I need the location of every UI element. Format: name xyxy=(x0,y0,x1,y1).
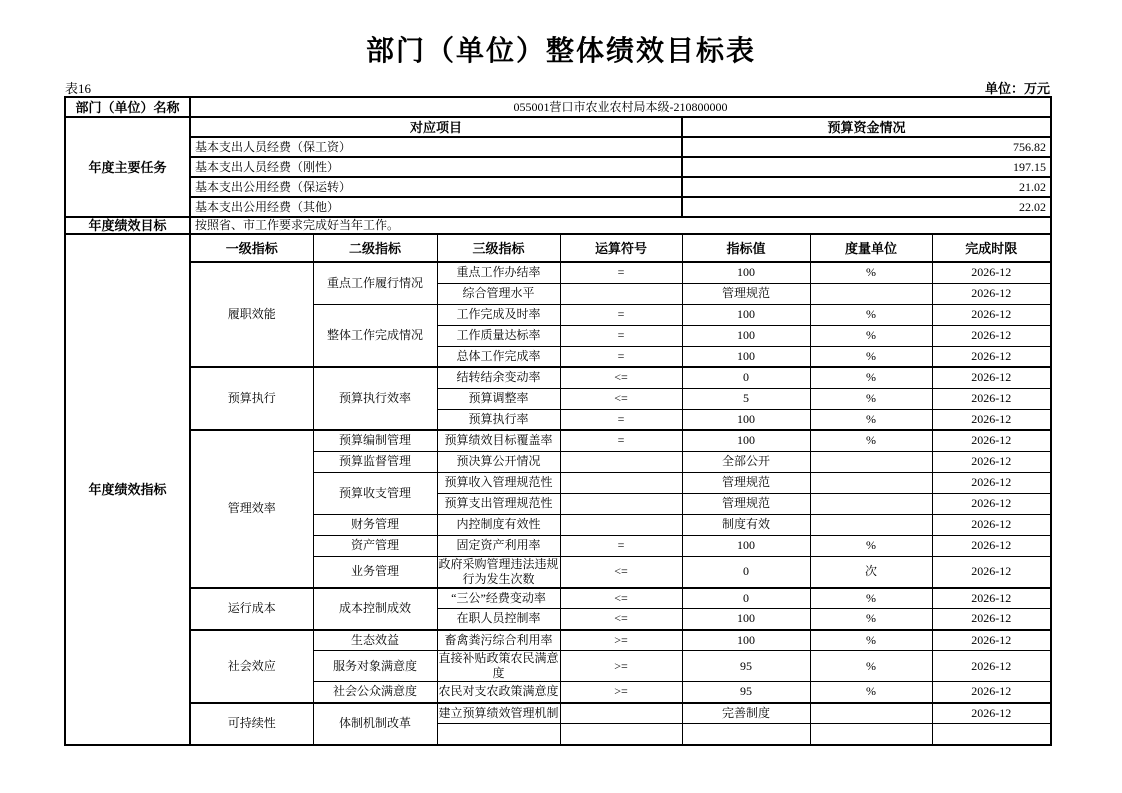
indicator-cell: 100 xyxy=(682,346,810,367)
indicator-cell: = xyxy=(560,346,682,367)
indicator-cell: % xyxy=(810,325,932,346)
annual-indicators-label: 年度绩效指标 xyxy=(65,234,190,745)
project-column-header: 对应项目 xyxy=(190,117,682,137)
task-row xyxy=(65,197,1051,217)
indicator-cell: 2026-12 xyxy=(932,325,1051,346)
column-header: 三级指标 xyxy=(437,234,560,262)
column-header: 度量单位 xyxy=(810,234,932,262)
indicator-cell: 2026-12 xyxy=(932,388,1051,409)
task-row xyxy=(65,137,1051,157)
indicator-cell: 结转结余变动率 xyxy=(437,367,560,388)
indicator-cell xyxy=(810,724,932,745)
indicator-cell: 预算支出管理规范性 xyxy=(437,493,560,514)
level2-indicator-cell: 体制机制改革 xyxy=(313,703,437,745)
level2-indicator-cell: 资产管理 xyxy=(313,535,437,556)
level2-indicator-cell: 服务对象满意度 xyxy=(313,651,437,682)
indicator-cell xyxy=(932,724,1051,745)
indicator-cell xyxy=(810,703,932,724)
indicator-cell xyxy=(560,703,682,724)
level2-indicator-cell: 财务管理 xyxy=(313,514,437,535)
task-row xyxy=(65,177,1051,197)
meta-row xyxy=(65,78,1050,97)
indicator-table-body xyxy=(65,234,1051,745)
indicator-cell: 0 xyxy=(682,367,810,388)
level2-indicator-cell: 预算执行效率 xyxy=(313,367,437,430)
indicator-cell xyxy=(810,514,932,535)
indicator-cell: 在职人员控制率 xyxy=(437,609,560,630)
indicator-cell: 2026-12 xyxy=(932,409,1051,430)
indicator-row xyxy=(65,367,1051,388)
indicator-cell: = xyxy=(560,325,682,346)
indicator-cell: <= xyxy=(560,556,682,588)
unit-note: 单位：万元 xyxy=(984,81,1050,96)
indicator-row xyxy=(65,430,1051,451)
task-row xyxy=(65,157,1051,177)
indicator-cell: 综合管理水平 xyxy=(437,283,560,304)
indicator-row xyxy=(65,630,1051,651)
dept-name-row xyxy=(65,97,1051,117)
indicator-cell: >= xyxy=(560,682,682,703)
indicator-cell: 5 xyxy=(682,388,810,409)
indicator-cell: 2026-12 xyxy=(932,430,1051,451)
level2-indicator-cell: 重点工作履行情况 xyxy=(313,262,437,304)
indicator-cell: 预决算公开情况 xyxy=(437,451,560,472)
indicator-cell: <= xyxy=(560,609,682,630)
indicator-cell: 畜禽粪污综合利用率 xyxy=(437,630,560,651)
indicator-cell xyxy=(682,724,810,745)
indicator-cell: 100 xyxy=(682,630,810,651)
indicator-cell: 2026-12 xyxy=(932,588,1051,609)
task-budget-cell: 756.82 xyxy=(682,137,1051,157)
indicator-cell: 全部公开 xyxy=(682,451,810,472)
indicator-cell: 政府采购管理违法违规行为发生次数 xyxy=(438,556,559,586)
page-title: 部门（单位）整体绩效目标表 xyxy=(365,35,756,66)
column-header: 运算符号 xyxy=(560,234,682,262)
indicator-cell: 95 xyxy=(682,651,810,682)
level1-indicator-cell: 可持续性 xyxy=(190,703,313,745)
indicator-row xyxy=(65,703,1051,724)
indicator-cell: 100 xyxy=(682,262,810,283)
column-header: 二级指标 xyxy=(313,234,437,262)
indicator-cell: 2026-12 xyxy=(932,304,1051,325)
indicator-cell: 100 xyxy=(682,325,810,346)
budget-column-header: 预算资金情况 xyxy=(682,117,1051,137)
indicator-cell: 管理规范 xyxy=(682,493,810,514)
indicator-cell: 次 xyxy=(810,556,932,588)
indicator-cell: 100 xyxy=(682,304,810,325)
indicator-cell: % xyxy=(810,388,932,409)
indicator-cell: 工作质量达标率 xyxy=(437,325,560,346)
indicator-cell: = xyxy=(560,304,682,325)
indicator-cell xyxy=(810,283,932,304)
level2-indicator-cell: 整体工作完成情况 xyxy=(313,304,437,367)
indicator-cell: >= xyxy=(560,651,682,682)
indicator-cell: 管理规范 xyxy=(682,472,810,493)
indicator-cell: 预算执行率 xyxy=(437,409,560,430)
column-header: 一级指标 xyxy=(190,234,313,262)
task-budget-cell: 197.15 xyxy=(682,157,1051,177)
indicator-cell: 2026-12 xyxy=(932,367,1051,388)
annual-goal-row xyxy=(65,217,1051,234)
indicator-cell: “三公”经费变动率 xyxy=(437,588,560,609)
indicator-cell: 2026-12 xyxy=(932,451,1051,472)
level1-indicator-cell: 运行成本 xyxy=(190,588,313,630)
level2-indicator-cell: 生态效益 xyxy=(313,630,437,651)
indicator-cell: 2026-12 xyxy=(932,556,1051,588)
indicator-cell: <= xyxy=(560,588,682,609)
indicator-cell: 预算绩效目标覆盖率 xyxy=(437,430,560,451)
indicator-cell: 2026-12 xyxy=(932,283,1051,304)
annual-goal-value: 按照省、市工作要求完成好当年工作。 xyxy=(190,217,1051,234)
annual-tasks-label: 年度主要任务 xyxy=(65,117,190,217)
indicator-cell: % xyxy=(810,409,932,430)
indicator-cell: 2026-12 xyxy=(932,493,1051,514)
indicator-cell: % xyxy=(810,535,932,556)
indicator-cell: % xyxy=(810,609,932,630)
level1-indicator-cell: 管理效率 xyxy=(190,430,313,588)
indicator-cell: <= xyxy=(560,367,682,388)
task-budget-cell: 22.02 xyxy=(682,197,1051,217)
indicator-cell: 重点工作办结率 xyxy=(437,262,560,283)
task-project-cell: 基本支出人员经费（刚性） xyxy=(190,157,682,177)
level2-indicator-cell: 社会公众满意度 xyxy=(313,682,437,703)
indicator-cell xyxy=(560,724,682,745)
top-section xyxy=(65,97,1051,234)
indicator-cell: 总体工作完成率 xyxy=(437,346,560,367)
indicator-cell: % xyxy=(810,651,932,682)
indicator-cell: 2026-12 xyxy=(932,346,1051,367)
indicator-cell: >= xyxy=(560,630,682,651)
level2-indicator-cell: 业务管理 xyxy=(313,556,437,588)
indicator-cell: % xyxy=(810,367,932,388)
indicator-cell: 农民对支农政策满意度 xyxy=(437,682,560,703)
column-header: 指标值 xyxy=(682,234,810,262)
indicator-cell: % xyxy=(810,588,932,609)
indicator-cell xyxy=(560,451,682,472)
indicator-cell: = xyxy=(560,409,682,430)
indicator-cell: 直接补贴政策农民满意度 xyxy=(438,651,559,680)
indicator-cell: = xyxy=(560,430,682,451)
task-budget-cell: 21.02 xyxy=(682,177,1051,197)
indicator-row xyxy=(65,588,1051,609)
indicator-cell: 2026-12 xyxy=(932,682,1051,703)
indicator-cell: 管理规范 xyxy=(682,283,810,304)
indicator-cell: % xyxy=(810,430,932,451)
dept-name-label: 部门（单位）名称 xyxy=(65,97,190,117)
indicator-cell: 2026-12 xyxy=(932,630,1051,651)
indicator-cell: 预算收入管理规范性 xyxy=(437,472,560,493)
indicator-cell: 制度有效 xyxy=(682,514,810,535)
indicator-cell: 0 xyxy=(682,556,810,588)
indicator-cell xyxy=(560,283,682,304)
level1-indicator-cell: 预算执行 xyxy=(190,367,313,430)
indicator-cell xyxy=(560,493,682,514)
table-number: 表16 xyxy=(65,81,92,96)
indicator-cell: % xyxy=(810,304,932,325)
indicator-cell: 100 xyxy=(682,430,810,451)
indicator-cell: 95 xyxy=(682,682,810,703)
indicator-cell: = xyxy=(560,262,682,283)
indicator-cell xyxy=(810,493,932,514)
level2-indicator-cell: 成本控制成效 xyxy=(313,588,437,630)
column-header: 完成时限 xyxy=(932,234,1051,262)
indicator-cell xyxy=(560,514,682,535)
level1-indicator-cell: 履职效能 xyxy=(190,262,313,367)
indicator-cell: % xyxy=(810,630,932,651)
indicator-cell: 100 xyxy=(682,609,810,630)
level2-indicator-cell: 预算收支管理 xyxy=(313,472,437,514)
table-viewport xyxy=(64,96,1056,766)
task-project-cell: 基本支出人员经费（保工资） xyxy=(190,137,682,157)
indicator-cell: 建立预算绩效管理机制 xyxy=(437,703,560,724)
level2-indicator-cell: 预算编制管理 xyxy=(313,430,437,451)
indicator-header-row xyxy=(65,234,1051,262)
indicator-cell: 完善制度 xyxy=(682,703,810,724)
indicator-cell: 2026-12 xyxy=(932,535,1051,556)
indicator-cell: 内控制度有效性 xyxy=(437,514,560,535)
indicator-cell: % xyxy=(810,346,932,367)
annual-goal-label: 年度绩效目标 xyxy=(65,217,190,234)
task-project-cell: 基本支出公用经费（保运转） xyxy=(190,177,682,197)
indicator-cell xyxy=(437,724,560,745)
indicator-cell: 0 xyxy=(682,588,810,609)
level2-indicator-cell: 预算监督管理 xyxy=(313,451,437,472)
indicator-cell: % xyxy=(810,682,932,703)
indicator-cell: % xyxy=(810,262,932,283)
indicator-cell: 2026-12 xyxy=(932,262,1051,283)
indicator-cell: 预算调整率 xyxy=(437,388,560,409)
indicator-row xyxy=(65,262,1051,283)
performance-target-table xyxy=(64,96,1052,746)
indicator-cell: = xyxy=(560,535,682,556)
indicator-cell: 2026-12 xyxy=(932,651,1051,682)
indicator-cell: 100 xyxy=(682,409,810,430)
indicator-cell: 固定资产利用率 xyxy=(437,535,560,556)
indicator-cell: 100 xyxy=(682,535,810,556)
indicator-cell: <= xyxy=(560,388,682,409)
indicator-cell: 工作完成及时率 xyxy=(437,304,560,325)
indicator-cell xyxy=(810,451,932,472)
dept-name-value: 055001营口市农业农村局本级-210800000 xyxy=(190,97,1051,117)
indicator-cell xyxy=(560,472,682,493)
task-project-cell: 基本支出公用经费（其他） xyxy=(190,197,682,217)
indicator-cell: 2026-12 xyxy=(932,514,1051,535)
indicator-cell: 2026-12 xyxy=(932,609,1051,630)
indicator-cell: 2026-12 xyxy=(932,703,1051,724)
level1-indicator-cell: 社会效应 xyxy=(190,630,313,703)
indicator-cell: 2026-12 xyxy=(932,472,1051,493)
tasks-header-row xyxy=(65,117,1051,137)
indicator-cell xyxy=(810,472,932,493)
